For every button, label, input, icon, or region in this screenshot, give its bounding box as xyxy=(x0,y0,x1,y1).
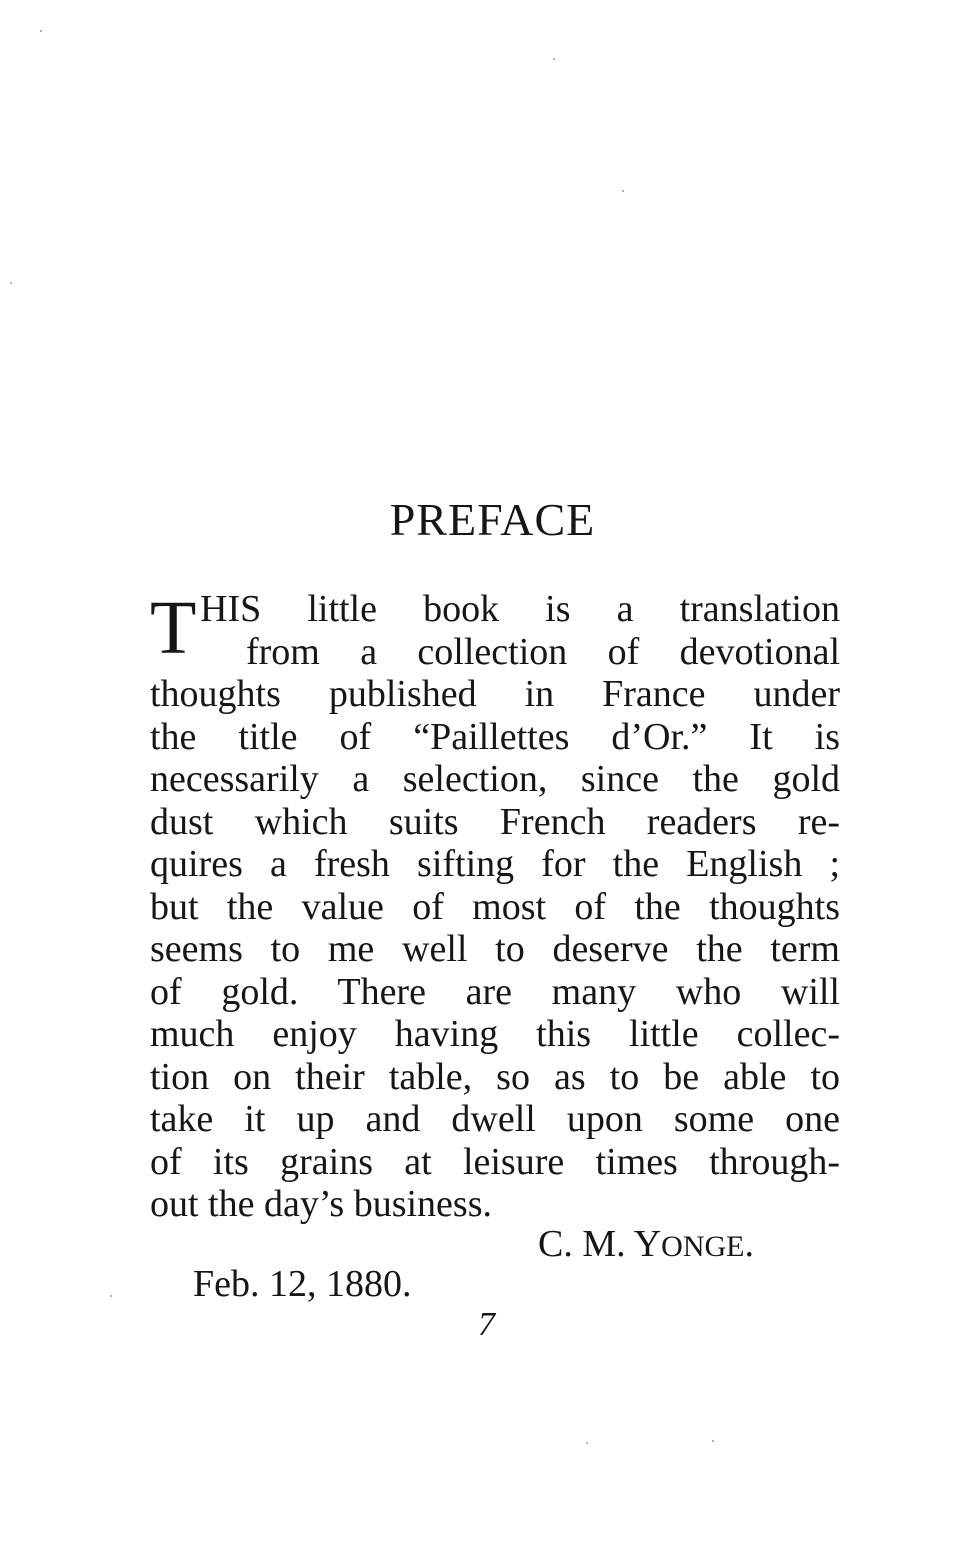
text-line: out the day’s business. xyxy=(150,1183,492,1225)
text-line: of its grains at leisure times through- xyxy=(150,1140,840,1183)
paper-speck xyxy=(40,30,42,32)
text-line: the title of “Paillettes d’Or.” It is xyxy=(150,715,840,758)
text-line: much enjoy having this little collec- xyxy=(150,1013,840,1055)
drop-cap: T xyxy=(150,586,197,670)
text-line: seems to me well to deserve the term xyxy=(150,928,840,970)
author-signature xyxy=(538,1222,754,1269)
text-line: thoughts published in France under xyxy=(150,673,840,715)
text-line: of gold. There are many who will xyxy=(150,970,840,1013)
signature-end: . xyxy=(744,1223,754,1265)
paper-speck xyxy=(712,1440,714,1442)
text-line: necessarily a selection, since the gold xyxy=(150,758,840,800)
text-line: but the value of most of the thoughts xyxy=(150,885,840,928)
text-line: from a collection of devotional xyxy=(246,630,840,673)
text-line: HIS little book is a translation xyxy=(200,588,840,630)
preface-date: Feb. 12, 1880. xyxy=(193,1263,412,1305)
preface-text xyxy=(150,588,840,1226)
paper-speck xyxy=(622,190,624,192)
signature-surname: ONGE xyxy=(661,1230,745,1263)
text-line: tion on their table, so as to be able to xyxy=(150,1055,840,1098)
page-number: 7 xyxy=(478,1306,495,1343)
page-title: PREFACE xyxy=(389,494,596,545)
paper-speck xyxy=(110,1295,112,1297)
signature-initials: C. M. Y xyxy=(538,1223,662,1265)
text-line: take it up and dwell upon some one xyxy=(150,1098,840,1140)
text-line: dust which suits French readers re- xyxy=(150,800,840,843)
paper-speck xyxy=(10,282,12,284)
text-line: quires a fresh sifting for the English ; xyxy=(150,843,840,885)
paper-speck xyxy=(586,1442,588,1444)
paper-speck xyxy=(553,58,555,60)
